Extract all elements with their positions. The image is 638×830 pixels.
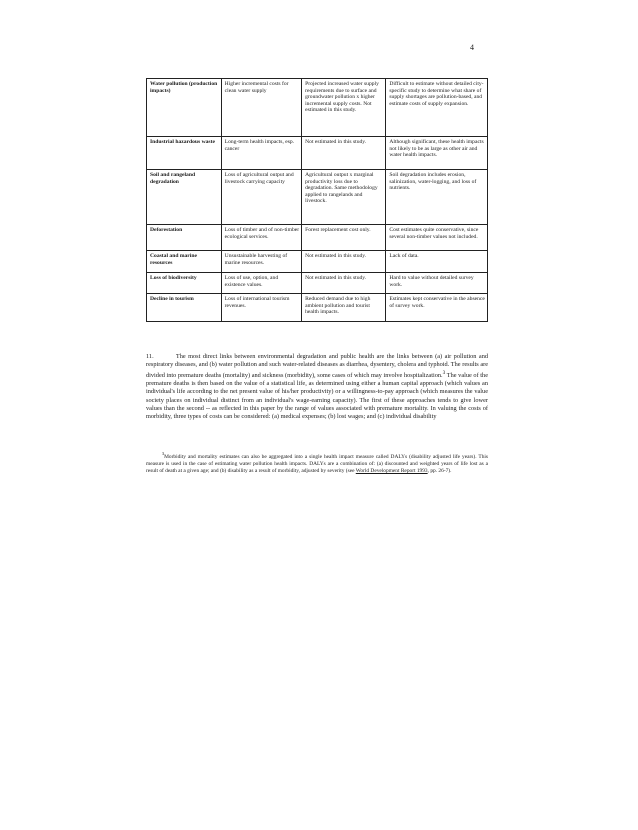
table-row: [147, 170, 488, 225]
notes-cell: Soil degradation includes erosion, salinization, water-logging, and loss of nutrients.: [386, 170, 488, 225]
paragraph-text: The most direct links between environmental degradation and public health are the links between (a) air pollution and respiratory diseases, and (b) water pollution and such water-related diseases as diarrhea, dysentery, cholera and typhoid. The results are divided into premature deaths (mortality) and sickness (morbidity), some cases of which may involve hospitalization.: [146, 353, 488, 380]
table-row: [147, 137, 488, 170]
footnote-text-end: , pp. 26-7).: [427, 468, 452, 475]
footnote-text: Morbidity and mortality estimates can also be aggregated into a single health impact measure called DALYs (disability adjusted life years). This measure is used in the case of estimating water pollution health impacts. DALYs are a combination of: (a) discounted and weighted years of life lost as a result of death at a given age; and (b) disability as a result of morbidity, adjusted by severity (see: [146, 453, 489, 475]
footnote-citation: World Development Report 1993: [355, 468, 428, 475]
method-cell: Forest replacement cost only.: [302, 225, 386, 251]
table-row: [147, 251, 488, 273]
page-number: 4: [470, 43, 474, 52]
method-cell: Agricultural output x marginal productivity loss due to degradation. Same methodology applied to rangelands and livestock.: [302, 170, 386, 225]
impact-cell: Long-term health impacts, esp. cancer: [221, 137, 301, 170]
impact-cell: Unsustainable harvesting of marine resources.: [221, 251, 301, 273]
notes-cell: Estimates kept conservative in the absence of survey work.: [386, 294, 488, 322]
method-cell: Not estimated in this study.: [302, 251, 386, 273]
impact-cell: Loss of use, option, and existence values.: [221, 273, 301, 294]
body-paragraph: [146, 353, 488, 421]
footnote-marker: 3: [161, 451, 165, 456]
table-row: [147, 225, 488, 251]
category-cell: Water pollution (production impacts): [147, 79, 222, 137]
paragraph-number: 11.: [146, 353, 154, 360]
footnote: [146, 450, 488, 475]
paragraph-text-continued: The value of the premature deaths is then based on the value of a statistical life, as determined using either a human capital approach (which values an individual's life according to the net present value of his/her productivity) or a willingness-to-pay approach (which measures the value society places on individual distinct from an individual's wage-earning capacity). The first of these approaches tends to give lower values than the second -- as reflected in this paper by the range of values associated with premature mortality. In valuing the costs of morbidity, three types of costs can be considered: (a) medical expenses; (b) lost wages; and (c) individual disability: [146, 372, 488, 420]
impact-cell: Loss of international tourism revenues.: [221, 294, 301, 322]
method-cell: Reduced demand due to high ambient pollution and tourist health impacts.: [302, 294, 386, 322]
table-row: [147, 294, 488, 322]
impact-cell: Loss of agricultural output and livestock carrying capacity: [221, 170, 301, 225]
environmental-costs-table: [146, 78, 488, 322]
table-row: [147, 273, 488, 294]
table-row: [147, 79, 488, 137]
impact-cell: Higher incremental costs for clean water supply: [221, 79, 301, 137]
notes-cell: Cost estimates quite conservative, since several non-timber values not included.: [386, 225, 488, 251]
method-cell: Not estimated in this study.: [302, 137, 386, 170]
category-cell: Decline in tourism: [147, 294, 222, 322]
category-cell: Soil and rangeland degradation: [147, 170, 222, 225]
method-cell: Projected increased water supply requirements due to surface and groundwater pollution x higher incremental supply costs. Not estimated in this study.: [302, 79, 386, 137]
notes-cell: Lack of data.: [386, 251, 488, 273]
notes-cell: Although significant, these health impacts not likely to be as large as other air and water health impacts.: [386, 137, 488, 170]
method-cell: Not estimated in this study.: [302, 273, 386, 294]
category-cell: Deforestation: [147, 225, 222, 251]
impact-cell: Loss of timber and of non-timber ecological services.: [221, 225, 301, 251]
notes-cell: Difficult to estimate without detailed city-specific study to determine what share of supply shortages are pollution-based, and estimate costs of supply expansion.: [386, 79, 488, 137]
notes-cell: Hard to value without detailed survey work.: [386, 273, 488, 294]
category-cell: Coastal and marine resources: [147, 251, 222, 273]
category-cell: Industrial hazardous waste: [147, 137, 222, 170]
category-cell: Loss of biodiversity: [147, 273, 222, 294]
footnote-reference: 3: [442, 370, 446, 377]
